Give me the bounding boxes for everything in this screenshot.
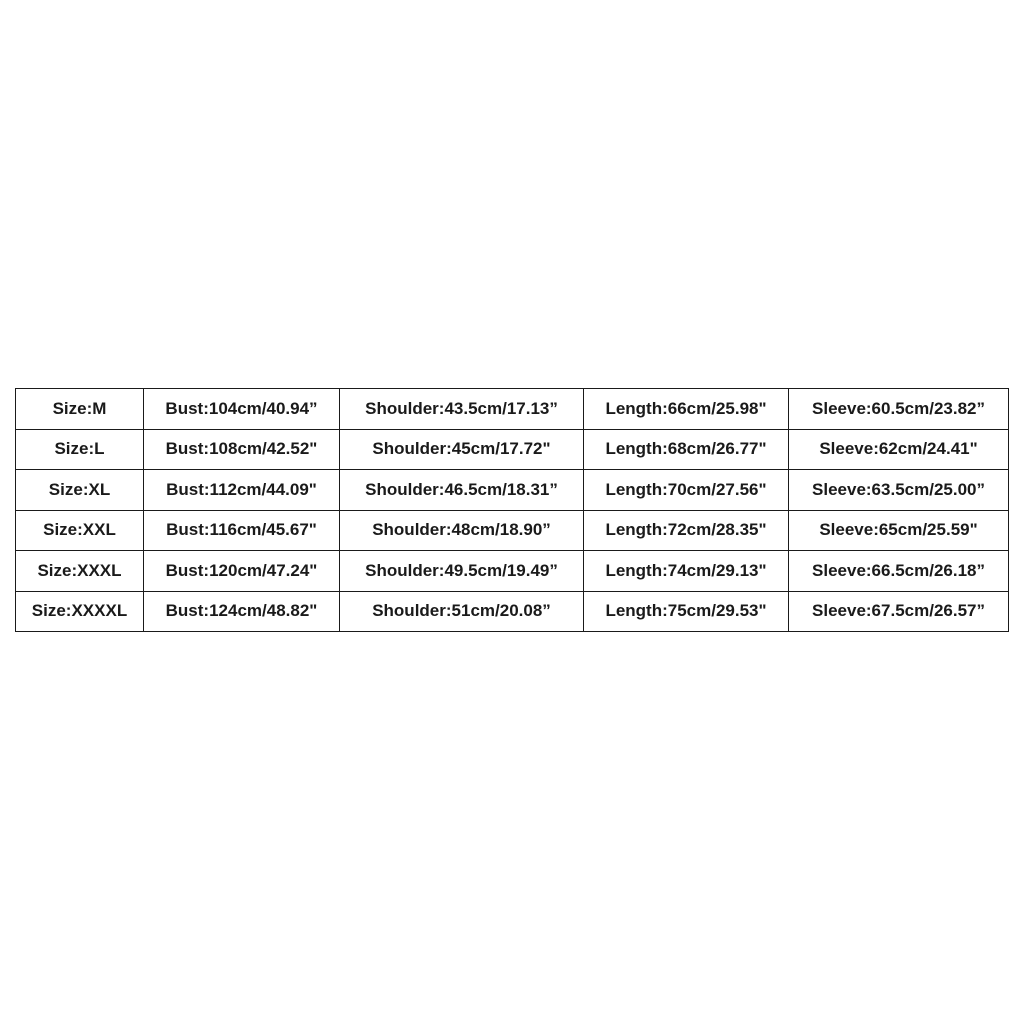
size-cell: Size:L [16, 429, 144, 470]
bust-cell: Bust:112cm/44.09" [144, 470, 340, 511]
bust-cell: Bust:124cm/48.82" [144, 591, 340, 632]
shoulder-cell: Shoulder:48cm/18.90” [340, 510, 584, 551]
sleeve-cell: Sleeve:60.5cm/23.82” [789, 389, 1009, 430]
table-row [16, 389, 1009, 430]
size-cell: Size:M [16, 389, 144, 430]
bust-cell: Bust:108cm/42.52" [144, 429, 340, 470]
length-cell: Length:75cm/29.53" [584, 591, 789, 632]
size-cell: Size:XL [16, 470, 144, 511]
shoulder-cell: Shoulder:43.5cm/17.13” [340, 389, 584, 430]
sleeve-cell: Sleeve:63.5cm/25.00” [789, 470, 1009, 511]
bust-cell: Bust:104cm/40.94” [144, 389, 340, 430]
sleeve-cell: Sleeve:66.5cm/26.18” [789, 551, 1009, 592]
length-cell: Length:74cm/29.13" [584, 551, 789, 592]
shoulder-cell: Shoulder:49.5cm/19.49” [340, 551, 584, 592]
length-cell: Length:72cm/28.35" [584, 510, 789, 551]
table-row [16, 470, 1009, 511]
size-cell: Size:XXL [16, 510, 144, 551]
sleeve-cell: Sleeve:65cm/25.59" [789, 510, 1009, 551]
shoulder-cell: Shoulder:45cm/17.72" [340, 429, 584, 470]
shoulder-cell: Shoulder:46.5cm/18.31” [340, 470, 584, 511]
table-row [16, 510, 1009, 551]
sleeve-cell: Sleeve:67.5cm/26.57” [789, 591, 1009, 632]
table-row [16, 591, 1009, 632]
size-cell: Size:XXXXL [16, 591, 144, 632]
size-cell: Size:XXXL [16, 551, 144, 592]
table-row [16, 429, 1009, 470]
sleeve-cell: Sleeve:62cm/24.41" [789, 429, 1009, 470]
bust-cell: Bust:116cm/45.67" [144, 510, 340, 551]
table-row [16, 551, 1009, 592]
shoulder-cell: Shoulder:51cm/20.08” [340, 591, 584, 632]
bust-cell: Bust:120cm/47.24" [144, 551, 340, 592]
size-chart-table [15, 388, 1009, 632]
length-cell: Length:66cm/25.98" [584, 389, 789, 430]
length-cell: Length:68cm/26.77" [584, 429, 789, 470]
length-cell: Length:70cm/27.56" [584, 470, 789, 511]
